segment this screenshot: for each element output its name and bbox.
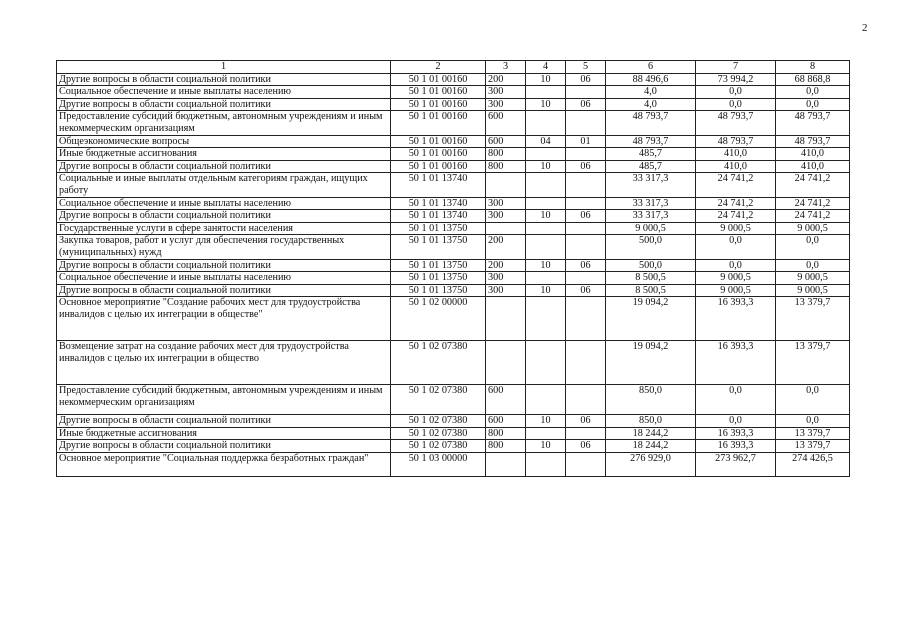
target-code: 50 1 01 00160 [391,148,486,161]
amount-year-1: 4,0 [606,98,696,111]
amount-year-1: 88 496,6 [606,73,696,86]
amount-year-3: 410,0 [776,160,850,173]
section-code: 10 [526,98,566,111]
item-name: Основное мероприятие "Социальная поддержка безработных граждан" [57,453,391,477]
item-name: Другие вопросы в области социальной политики [57,259,391,272]
subsection-code: 06 [566,259,606,272]
expense-type [486,453,526,477]
section-code: 10 [526,210,566,223]
item-name: Иные бюджетные ассигнования [57,427,391,440]
amount-year-3: 24 741,2 [776,210,850,223]
amount-year-2: 9 000,5 [696,284,776,297]
amount-year-3: 410,0 [776,148,850,161]
item-name: Другие вопросы в области социальной политики [57,284,391,297]
section-code [526,427,566,440]
target-code: 50 1 01 00160 [391,98,486,111]
item-name: Предоставление субсидий бюджетным, автономным учреждениям и иным некоммерческим организациям [57,111,391,135]
amount-year-1: 33 317,3 [606,173,696,197]
expense-type: 300 [486,197,526,210]
table-row [57,453,850,477]
amount-year-1: 4,0 [606,86,696,99]
section-code [526,173,566,197]
table-row [57,197,850,210]
target-code: 50 1 01 13740 [391,210,486,223]
target-code: 50 1 01 13750 [391,222,486,235]
table-row [57,111,850,135]
item-name: Социальные и иные выплаты отдельным категориям граждан, ищущих работу [57,173,391,197]
amount-year-1: 8 500,5 [606,284,696,297]
amount-year-3: 9 000,5 [776,272,850,285]
item-name: Другие вопросы в области социальной политики [57,73,391,86]
item-name: Социальное обеспечение и иные выплаты населению [57,272,391,285]
amount-year-3: 13 379,7 [776,427,850,440]
page-number: 2 [862,22,868,34]
amount-year-2: 9 000,5 [696,222,776,235]
column-header: 2 [391,61,486,74]
amount-year-1: 19 094,2 [606,297,696,341]
column-header: 7 [696,61,776,74]
amount-year-2: 0,0 [696,86,776,99]
subsection-code: 06 [566,160,606,173]
amount-year-2: 0,0 [696,98,776,111]
expense-type [486,173,526,197]
section-code [526,197,566,210]
amount-year-3: 0,0 [776,259,850,272]
amount-year-3: 0,0 [776,415,850,428]
amount-year-3: 13 379,7 [776,341,850,385]
amount-year-2: 0,0 [696,385,776,415]
amount-year-3: 13 379,7 [776,297,850,341]
table-row [57,86,850,99]
column-header: 3 [486,61,526,74]
amount-year-3: 68 868,8 [776,73,850,86]
expense-type: 800 [486,160,526,173]
subsection-code [566,427,606,440]
amount-year-3: 0,0 [776,86,850,99]
subsection-code [566,341,606,385]
amount-year-2: 16 393,3 [696,427,776,440]
column-header: 8 [776,61,850,74]
expense-type [486,222,526,235]
amount-year-1: 485,7 [606,160,696,173]
target-code: 50 1 01 00160 [391,160,486,173]
amount-year-2: 24 741,2 [696,210,776,223]
amount-year-1: 18 244,2 [606,440,696,453]
section-code [526,235,566,259]
subsection-code: 06 [566,440,606,453]
amount-year-3: 9 000,5 [776,222,850,235]
table-row [57,235,850,259]
amount-year-2: 0,0 [696,259,776,272]
subsection-code: 06 [566,98,606,111]
expense-type: 300 [486,284,526,297]
target-code: 50 1 01 13750 [391,272,486,285]
section-code: 10 [526,259,566,272]
target-code: 50 1 01 00160 [391,73,486,86]
amount-year-1: 8 500,5 [606,272,696,285]
expense-type: 300 [486,210,526,223]
amount-year-2: 410,0 [696,148,776,161]
amount-year-3: 48 793,7 [776,135,850,148]
amount-year-3: 0,0 [776,98,850,111]
expense-type: 800 [486,440,526,453]
target-code: 50 1 02 07380 [391,427,486,440]
amount-year-1: 485,7 [606,148,696,161]
column-header: 6 [606,61,696,74]
column-header: 5 [566,61,606,74]
item-name: Закупка товаров, работ и услуг для обеспечения государственных (муниципальных) нужд [57,235,391,259]
item-name: Другие вопросы в области социальной политики [57,440,391,453]
subsection-code: 06 [566,284,606,297]
table-row [57,415,850,428]
amount-year-3: 24 741,2 [776,173,850,197]
subsection-code [566,148,606,161]
subsection-code [566,86,606,99]
subsection-code: 06 [566,73,606,86]
amount-year-3: 274 426,5 [776,453,850,477]
expense-type: 600 [486,415,526,428]
table-row [57,297,850,341]
amount-year-1: 276 929,0 [606,453,696,477]
section-code [526,148,566,161]
target-code: 50 1 02 00000 [391,297,486,341]
section-code [526,222,566,235]
amount-year-3: 24 741,2 [776,197,850,210]
target-code: 50 1 01 13740 [391,173,486,197]
section-code [526,86,566,99]
subsection-code [566,297,606,341]
amount-year-2: 24 741,2 [696,173,776,197]
amount-year-2: 273 962,7 [696,453,776,477]
item-name: Другие вопросы в области социальной политики [57,415,391,428]
amount-year-3: 9 000,5 [776,284,850,297]
section-code [526,385,566,415]
section-code: 10 [526,415,566,428]
target-code: 50 1 01 00160 [391,111,486,135]
amount-year-1: 33 317,3 [606,197,696,210]
amount-year-3: 0,0 [776,385,850,415]
budget-table [56,60,850,477]
expense-type: 300 [486,86,526,99]
amount-year-2: 48 793,7 [696,111,776,135]
subsection-code [566,197,606,210]
item-name: Другие вопросы в области социальной политики [57,210,391,223]
section-code [526,272,566,285]
table-row [57,385,850,415]
item-name: Другие вопросы в области социальной политики [57,98,391,111]
amount-year-1: 9 000,5 [606,222,696,235]
section-code [526,297,566,341]
item-name: Другие вопросы в области социальной политики [57,160,391,173]
amount-year-2: 24 741,2 [696,197,776,210]
target-code: 50 1 02 07380 [391,440,486,453]
amount-year-1: 850,0 [606,415,696,428]
table-row [57,341,850,385]
target-code: 50 1 01 13750 [391,259,486,272]
section-code [526,111,566,135]
expense-type [486,297,526,341]
amount-year-3: 48 793,7 [776,111,850,135]
target-code: 50 1 03 00000 [391,453,486,477]
column-header: 1 [57,61,391,74]
amount-year-1: 33 317,3 [606,210,696,223]
table-row [57,272,850,285]
amount-year-3: 13 379,7 [776,440,850,453]
target-code: 50 1 02 07380 [391,341,486,385]
subsection-code: 06 [566,415,606,428]
amount-year-1: 48 793,7 [606,135,696,148]
subsection-code: 01 [566,135,606,148]
item-name: Возмещение затрат на создание рабочих мест для трудоустройства инвалидов с целью их интеграции в общество [57,341,391,385]
table-row [57,173,850,197]
target-code: 50 1 02 07380 [391,385,486,415]
amount-year-2: 16 393,3 [696,297,776,341]
table-row [57,148,850,161]
expense-type: 800 [486,427,526,440]
amount-year-2: 0,0 [696,235,776,259]
subsection-code [566,385,606,415]
amount-year-1: 500,0 [606,259,696,272]
amount-year-2: 48 793,7 [696,135,776,148]
subsection-code: 06 [566,210,606,223]
expense-type: 200 [486,259,526,272]
section-code: 10 [526,284,566,297]
section-code: 10 [526,73,566,86]
table-row [57,160,850,173]
item-name: Социальное обеспечение и иные выплаты населению [57,197,391,210]
target-code: 50 1 01 00160 [391,135,486,148]
section-code [526,341,566,385]
section-code: 10 [526,160,566,173]
item-name: Социальное обеспечение и иные выплаты населению [57,86,391,99]
expense-type: 600 [486,135,526,148]
table-row [57,440,850,453]
item-name: Общеэкономические вопросы [57,135,391,148]
amount-year-1: 850,0 [606,385,696,415]
subsection-code [566,235,606,259]
item-name: Предоставление субсидий бюджетным, автономным учреждениям и иным некоммерческим организациям [57,385,391,415]
amount-year-1: 18 244,2 [606,427,696,440]
table-header-row [57,61,850,74]
expense-type: 300 [486,98,526,111]
table-row [57,135,850,148]
expense-type: 200 [486,235,526,259]
table-row [57,210,850,223]
expense-type: 600 [486,111,526,135]
subsection-code [566,173,606,197]
amount-year-1: 500,0 [606,235,696,259]
target-code: 50 1 02 07380 [391,415,486,428]
expense-type: 600 [486,385,526,415]
expense-type: 800 [486,148,526,161]
expense-type [486,341,526,385]
section-code: 04 [526,135,566,148]
section-code [526,453,566,477]
amount-year-2: 73 994,2 [696,73,776,86]
amount-year-2: 16 393,3 [696,440,776,453]
expense-type: 200 [486,73,526,86]
target-code: 50 1 01 13740 [391,197,486,210]
amount-year-1: 19 094,2 [606,341,696,385]
column-header: 4 [526,61,566,74]
amount-year-3: 0,0 [776,235,850,259]
target-code: 50 1 01 13750 [391,284,486,297]
amount-year-2: 0,0 [696,415,776,428]
table-row [57,98,850,111]
table-row [57,222,850,235]
item-name: Государственные услуги в сфере занятости населения [57,222,391,235]
subsection-code [566,453,606,477]
table-row [57,259,850,272]
amount-year-2: 9 000,5 [696,272,776,285]
subsection-code [566,272,606,285]
amount-year-2: 16 393,3 [696,341,776,385]
item-name: Иные бюджетные ассигнования [57,148,391,161]
table-row [57,427,850,440]
item-name: Основное мероприятие "Создание рабочих мест для трудоустройства инвалидов с целью их интеграции в обществе" [57,297,391,341]
subsection-code [566,111,606,135]
target-code: 50 1 01 13750 [391,235,486,259]
amount-year-2: 410,0 [696,160,776,173]
table-row [57,73,850,86]
table-row [57,284,850,297]
section-code: 10 [526,440,566,453]
target-code: 50 1 01 00160 [391,86,486,99]
expense-type: 300 [486,272,526,285]
amount-year-1: 48 793,7 [606,111,696,135]
subsection-code [566,222,606,235]
